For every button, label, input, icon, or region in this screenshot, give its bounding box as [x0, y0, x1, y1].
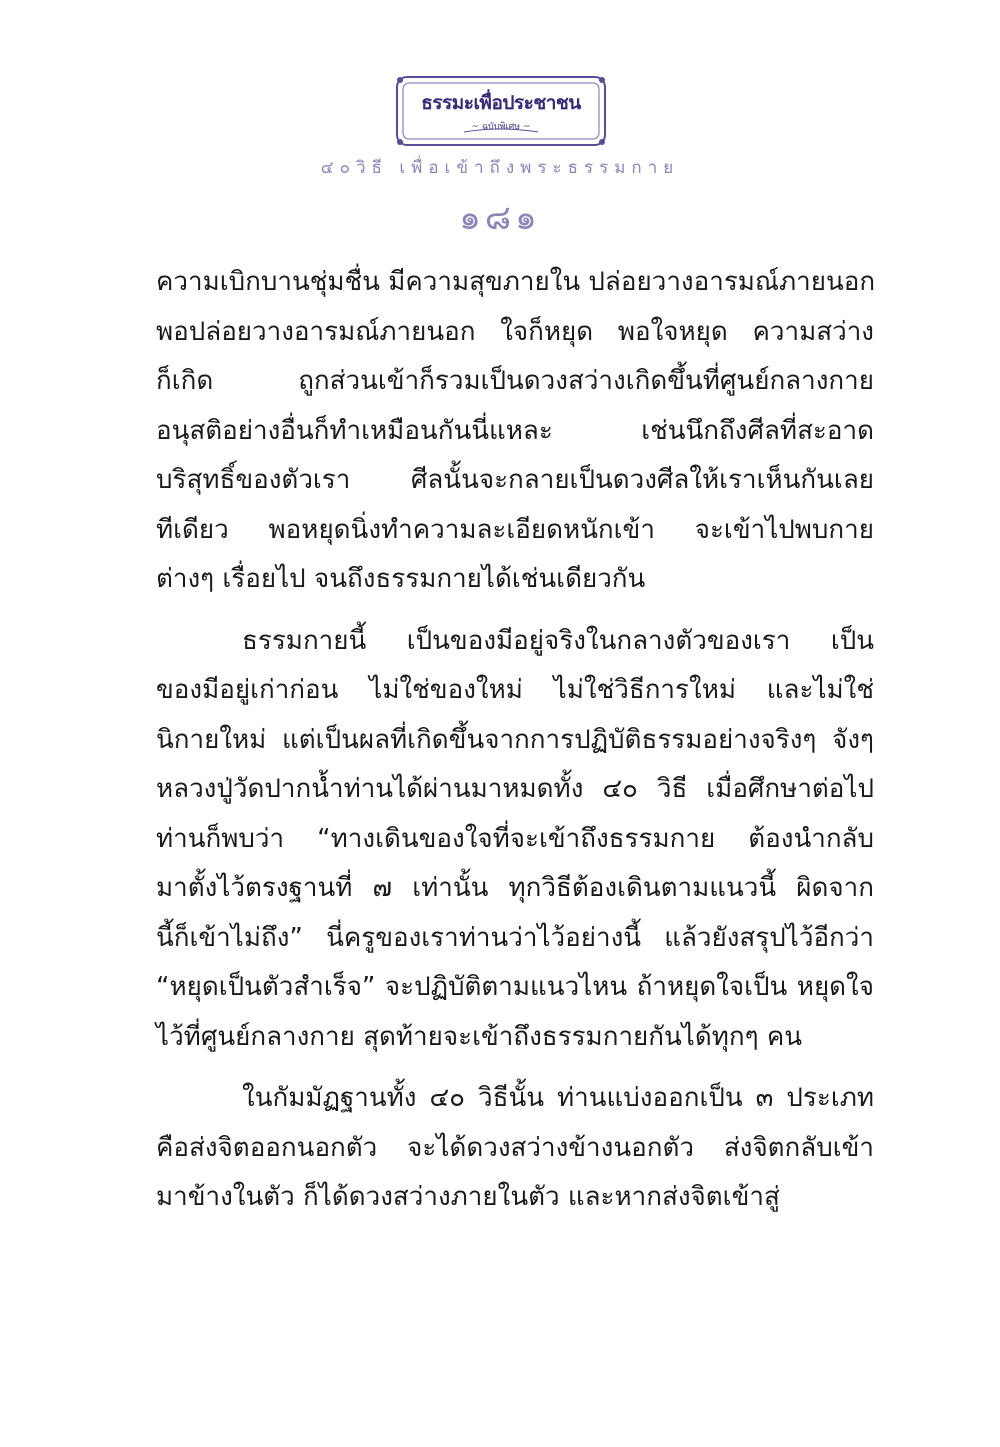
logo-title: ธรรมะเพื่อประชาชน [421, 92, 581, 114]
publication-logo [394, 74, 608, 148]
paragraph-line: มาข้างในตัว ก็ได้ดวงสว่างภายในตัว และหากส่งจิตเข้าสู่ [156, 1182, 780, 1212]
paragraph-line: ต่างๆ เรื่อยไป จนถึงธรรมกายได้เช่นเดียวกัน [156, 564, 646, 594]
paragraph-line: ก็เกิด ถูกส่วนเข้าก็รวมเป็นดวงสว่างเกิดขึ้นที่ศูนย์กลางกาย [156, 366, 874, 396]
paragraph-line: บริสุทธิ์ของตัวเรา ศีลนั้นจะกลายเป็นดวงศีลให้เราเห็นกันเลย [156, 465, 874, 495]
book-title: ๔๐วิธี เพื่อเข้าถึงพระธรรมกาย [320, 158, 680, 178]
paragraph-line: นี้ก็เข้าไม่ถึง” นี่ครูของเราท่านว่าไว้อย่างนี้ แล้วยังสรุปไว้อีกว่า [156, 922, 874, 953]
paragraph-line: มาตั้งไว้ตรงฐานที่ ๗ เท่านั้น ทุกวิธีต้องเดินตามแนวนี้ ผิดจาก [156, 873, 874, 903]
body-text [156, 258, 874, 1223]
paragraph [156, 258, 874, 605]
paragraph-line: “หยุดเป็นตัวสำเร็จ” จะปฏิบัติตามแนวไหน ถ้าหยุดใจเป็น หยุดใจ [156, 972, 874, 1002]
paragraph [156, 1074, 874, 1223]
paragraph-line: พอปล่อยวางอารมณ์ภายนอก ใจก็หยุด พอใจหยุด ความสว่าง [156, 316, 874, 347]
paragraph-line: ของมีอยู่เก่าก่อน ไม่ใช่ของใหม่ ไม่ใช่วิธีการใหม่ และไม่ใช่ [156, 675, 874, 705]
paragraph-line: ความเบิกบานชุ่มชื่น มีความสุขภายใน ปล่อยวางอารมณ์ภายนอก [156, 267, 876, 297]
paragraph-line: ท่านก็พบว่า “ทางเดินของใจที่จะเข้าถึงธรรมกาย ต้องนำกลับ [156, 823, 874, 854]
paragraph-line: อนุสติอย่างอื่นก็ทำเหมือนกันนี่แหละ เช่นนึกถึงศีลที่สะอาด [156, 415, 874, 446]
paragraph-line: นิกายใหม่ แต่เป็นผลที่เกิดขึ้นจากการปฏิบัติธรรมอย่างจริงๆ จังๆ [156, 724, 874, 755]
paragraph-line: ธรรมกายนี้ เป็นของมีอยู่จริงในกลางตัวของเรา เป็น [242, 625, 874, 656]
paragraph-line: คือส่งจิตออกนอกตัว จะได้ดวงสว่างข้างนอกตัว ส่งจิตกลับเข้า [156, 1132, 874, 1163]
paragraph-line: ไว้ที่ศูนย์กลางกาย สุดท้ายจะเข้าถึงธรรมกายกันได้ทุกๆ คน [156, 1021, 803, 1052]
logo-subtitle: ~ ฉบับพิเศษ ~ [471, 122, 531, 132]
paragraph-line: หลวงปู่วัดปากน้ำท่านได้ผ่านมาหมดทั้ง ๔๐ วิธี เมื่อศึกษาต่อไป [156, 774, 874, 804]
paragraph-line: ทีเดียว พอหยุดนิ่งทำความละเอียดหนักเข้า จะเข้าไปพบกาย [156, 514, 874, 545]
page-number: ๑๘๑ [459, 198, 541, 238]
paragraph-line: ในกัมมัฏฐานทั้ง ๔๐ วิธีนั้น ท่านแบ่งออกเป็น ๓ ประเภท [242, 1083, 874, 1113]
paragraph [156, 617, 874, 1063]
